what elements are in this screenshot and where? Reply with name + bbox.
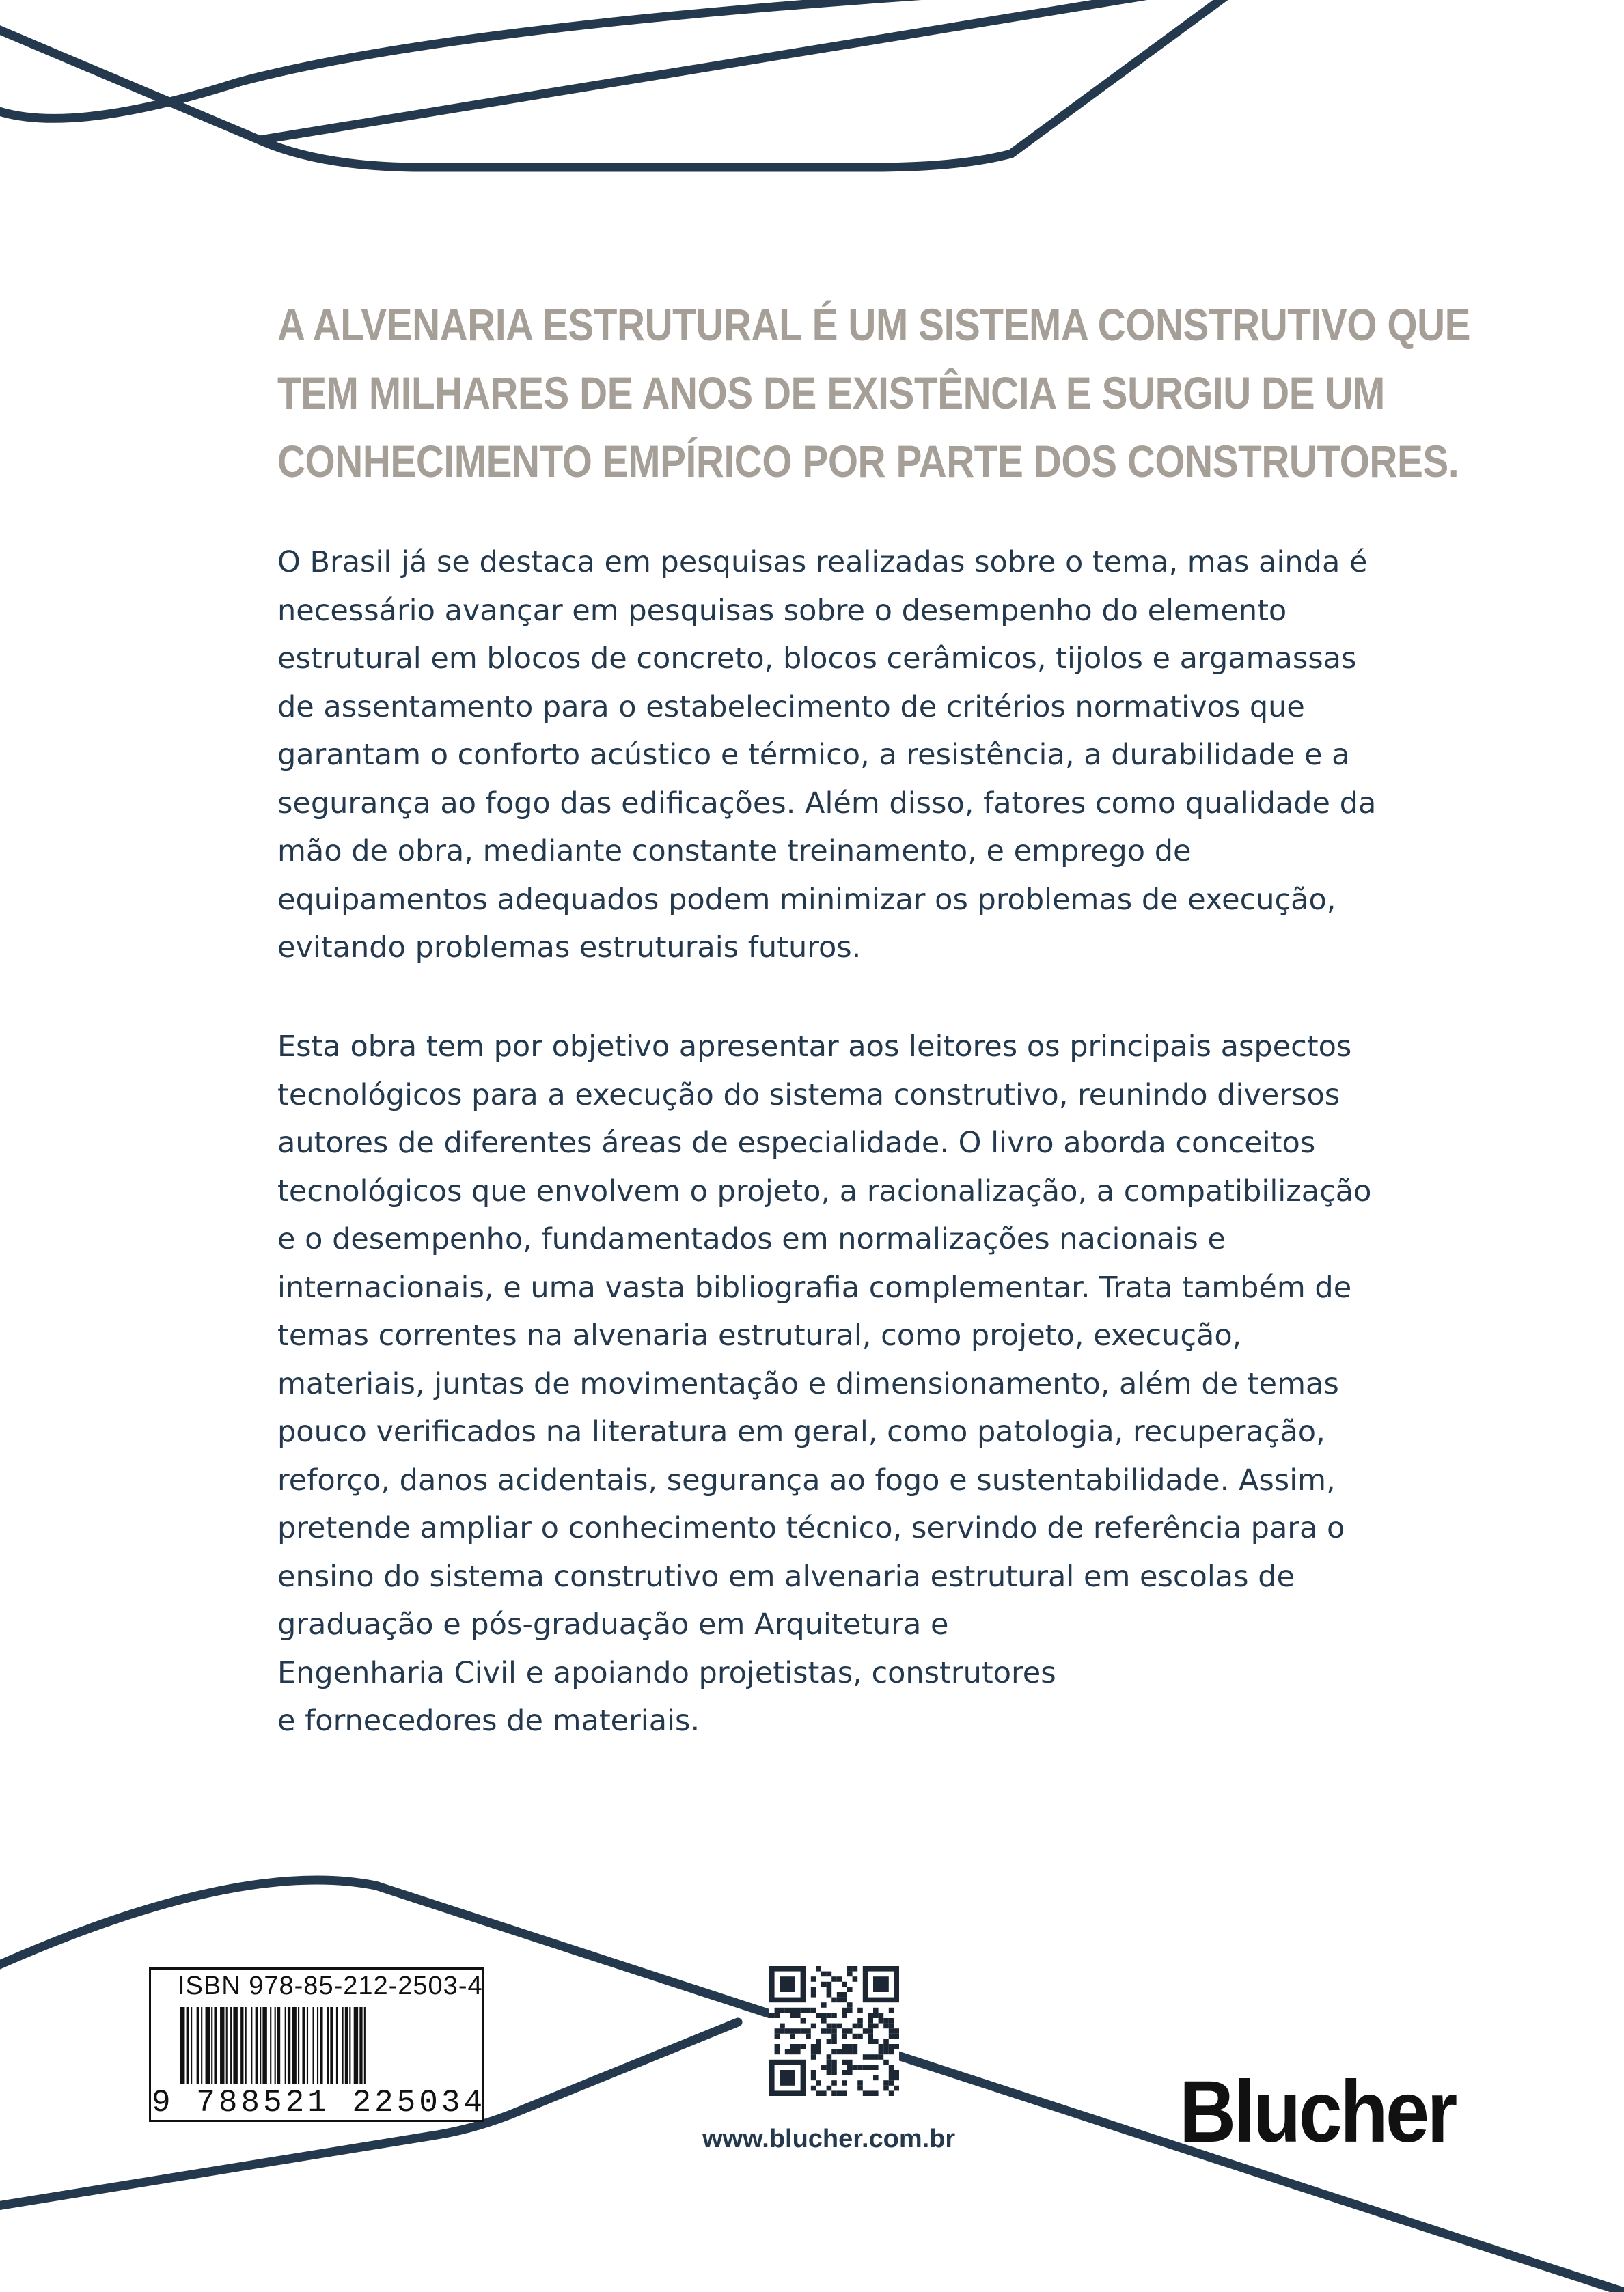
qr-module — [831, 1998, 837, 2003]
text-line: estrutural em blocos de concreto, blocos cerâmicos, tijolos e argamassas — [277, 641, 1357, 676]
qr-module — [842, 2013, 847, 2018]
qr-module — [821, 2018, 827, 2024]
qr-module — [842, 2034, 847, 2039]
qr-module — [857, 2065, 863, 2070]
qr-module — [821, 2090, 827, 2096]
qr-module — [831, 2028, 837, 2034]
qr-module — [853, 2044, 858, 2049]
qr-module — [816, 2044, 821, 2049]
qr-module — [837, 1998, 842, 2003]
qr-module — [857, 2034, 863, 2039]
text-line: O Brasil já se destaca em pesquisas realizadas sobre o tema, mas ainda é — [277, 545, 1368, 579]
barcode-bar — [307, 2007, 308, 2084]
qr-module — [811, 1992, 816, 1998]
qr-module — [842, 1992, 847, 1998]
qr-module — [873, 2008, 879, 2013]
qr-module — [775, 2044, 780, 2049]
qr-module — [847, 2065, 853, 2070]
qr-module — [868, 2028, 873, 2034]
qr-module — [785, 2008, 790, 2013]
barcode-bar — [201, 2007, 202, 2084]
qr-module — [821, 2065, 827, 2070]
qr-module — [889, 2080, 894, 2086]
barcode-bar — [359, 2007, 362, 2084]
text-line: reforço, danos acidentais, segurança ao fogo e sustentabilidade. Assim, — [277, 1463, 1336, 1497]
text-line: necessário avançar em pesquisas sobre o desempenho do elemento — [277, 593, 1287, 628]
barcode-bar — [336, 2007, 338, 2084]
text-line: tecnológicos para a execução do sistema construtivo, reunindo diversos — [277, 1077, 1340, 1112]
qr-module — [883, 2024, 889, 2029]
text-line: Engenharia Civil e apoiando projetistas, construtores — [277, 1655, 1056, 1690]
text-line: pouco verificados na literatura em geral, como patologia, recuperação, — [277, 1415, 1325, 1449]
qr-module — [853, 1976, 858, 1982]
qr-module — [790, 2008, 795, 2013]
barcode-bar — [245, 2007, 247, 2084]
qr-module — [894, 2028, 899, 2034]
text-line: evitando problemas estruturais futuros. — [277, 930, 862, 965]
qr-module — [889, 2008, 894, 2013]
qr-module — [879, 2044, 884, 2049]
qr-module — [827, 1982, 832, 1987]
qr-module — [857, 2024, 863, 2029]
qr-module — [889, 2075, 894, 2081]
qr-module — [883, 2086, 889, 2091]
qr-module — [811, 2024, 816, 2029]
qr-module — [842, 1998, 847, 2003]
text-line: materiais, juntas de movimentação e dimensionamento, além de temas — [277, 1366, 1339, 1401]
qr-module — [889, 2065, 894, 2070]
qr-module — [873, 2039, 879, 2044]
qr-module — [775, 2008, 780, 2013]
qr-module — [831, 2013, 837, 2018]
qr-module — [821, 2013, 827, 2018]
qr-module — [883, 2060, 889, 2065]
qr-module — [873, 2054, 879, 2060]
headline-line: TEM MILHARES DE ANOS DE EXISTÊNCIA E SURGIU DE UM — [277, 368, 1385, 418]
barcode-bar — [240, 2007, 243, 2084]
qr-module — [868, 2013, 873, 2018]
qr-module — [811, 1976, 816, 1982]
headline-line: CONHECIMENTO EMPÍRICO POR PARTE DOS CONSTRUTORES. — [277, 436, 1459, 486]
qr-module — [853, 1966, 858, 1972]
qr-module — [853, 2049, 858, 2055]
qr-module — [857, 2008, 863, 2013]
barcode-bar — [285, 2007, 286, 2084]
qr-module — [827, 2054, 832, 2060]
qr-module — [837, 1976, 842, 1982]
text-line: mão de obra, mediante constante treinamento, e emprego de — [277, 834, 1192, 868]
paragraph-intro — [277, 538, 1405, 972]
qr-module — [816, 2049, 821, 2055]
qr-module — [847, 2070, 853, 2075]
qr-module — [785, 2049, 790, 2055]
qr-module — [831, 1976, 837, 1982]
barcode-bar — [302, 2007, 305, 2084]
qr-module — [827, 2086, 832, 2091]
text-line: tecnológicos que envolvem o projeto, a racionalização, a compatibilização — [277, 1174, 1372, 1209]
barcode-bar — [277, 2007, 280, 2084]
barcode-bar — [226, 2007, 228, 2084]
text-line: autores de diferentes áreas de especialidade. O livro aborda conceitos — [277, 1126, 1316, 1160]
qr-module — [831, 2070, 837, 2075]
paragraph-objective — [277, 1023, 1405, 1745]
text-line: de assentamento para o estabelecimento de critérios normativos que — [277, 689, 1305, 724]
barcode-bar — [292, 2007, 296, 2084]
qr-module — [811, 2086, 816, 2091]
qr-module — [795, 2049, 801, 2055]
qr-module — [785, 2028, 790, 2034]
qr-code-icon — [769, 1966, 899, 2096]
qr-module — [868, 2018, 873, 2024]
qr-module — [831, 2060, 837, 2065]
qr-module — [790, 2044, 795, 2049]
qr-module — [801, 2008, 806, 2013]
qr-module — [827, 2065, 832, 2070]
qr-module — [853, 2065, 858, 2070]
qr-module — [889, 2090, 894, 2096]
qr-module — [827, 2060, 832, 2065]
qr-module — [857, 2018, 863, 2024]
qr-module — [847, 1987, 853, 1992]
qr-module — [842, 2070, 847, 2075]
qr-module — [873, 2090, 879, 2096]
qr-module — [806, 2008, 811, 2013]
qr-module — [879, 2018, 884, 2024]
qr-module — [816, 2039, 821, 2044]
qr-module — [769, 2013, 775, 2018]
qr-module — [795, 2028, 801, 2034]
qr-module — [837, 1992, 842, 1998]
qr-module — [842, 2028, 847, 2034]
barcode-bar — [349, 2007, 350, 2084]
qr-module — [837, 2090, 842, 2096]
qr-module — [894, 2044, 899, 2049]
text-line: equipamentos adequados podem minimizar os problemas de execução, — [277, 882, 1336, 917]
barcode-bar — [206, 2007, 210, 2084]
barcode-bar — [342, 2007, 344, 2084]
qr-module — [827, 2039, 832, 2044]
qr-module — [889, 2018, 894, 2024]
barcode-icon — [179, 2007, 466, 2084]
qr-module — [801, 2018, 806, 2024]
qr-module — [894, 2075, 899, 2081]
qr-module — [842, 2008, 847, 2013]
qr-module — [842, 2080, 847, 2086]
barcode-bar — [270, 2007, 271, 2084]
barcode-bar — [197, 2007, 199, 2084]
qr-module — [889, 2028, 894, 2034]
qr-module — [801, 2028, 806, 2034]
text-line: temas correntes na alvenaria estrutural, como projeto, execução, — [277, 1318, 1242, 1353]
qr-module — [827, 1972, 832, 1977]
barcode-bar — [233, 2007, 237, 2084]
qr-module — [811, 2044, 816, 2049]
qr-module — [790, 2049, 795, 2055]
qr-module — [811, 2075, 816, 2081]
qr-module — [811, 2008, 816, 2013]
qr-module — [847, 2044, 853, 2049]
qr-module — [790, 2034, 795, 2039]
website-url: www.blucher.com.br — [702, 2125, 956, 2153]
qr-module — [868, 2090, 873, 2096]
barcode-bar — [327, 2007, 329, 2084]
qr-module — [795, 2008, 801, 2013]
qr-module — [873, 2013, 879, 2018]
qr-module — [821, 1982, 827, 1987]
barcode-bar — [320, 2007, 322, 2084]
qr-module — [857, 2080, 863, 2086]
qr-module — [837, 2049, 842, 2055]
barcode-bar — [354, 2007, 358, 2084]
barcode-bar — [211, 2007, 212, 2084]
qr-module — [827, 1992, 832, 1998]
qr-module — [847, 2008, 853, 2013]
barcode-bar — [260, 2007, 261, 2084]
barcode-bar — [364, 2007, 366, 2084]
barcode-bar — [251, 2007, 252, 2084]
qr-module — [847, 2049, 853, 2055]
qr-module — [847, 2002, 853, 2008]
qr-module — [853, 2024, 858, 2029]
qr-module — [775, 2028, 780, 2034]
qr-module — [894, 2070, 899, 2075]
qr-module — [821, 2002, 827, 2008]
barcode-bar — [275, 2007, 276, 2084]
text-line: pretende ampliar o conhecimento técnico, servindo de referência para o — [277, 1511, 1345, 1545]
qr-module — [883, 2039, 889, 2044]
qr-module — [879, 2049, 884, 2055]
qr-module — [790, 2028, 795, 2034]
qr-module — [894, 2086, 899, 2091]
qr-module — [863, 2028, 868, 2034]
qr-module — [827, 1987, 832, 1992]
qr-module — [816, 1966, 821, 1972]
qr-module — [883, 2044, 889, 2049]
qr-module — [831, 2024, 837, 2029]
text-line: graduação e pós-graduação em Arquitetura e — [277, 1607, 949, 1642]
text-line: internacionais, e uma vasta bibliografia complementar. Trata também de — [277, 1270, 1352, 1305]
qr-module — [831, 2065, 837, 2070]
qr-module — [889, 2070, 894, 2075]
qr-module — [780, 2070, 795, 2086]
qr-module — [868, 2034, 873, 2039]
qr-module — [827, 2024, 832, 2029]
barcode-bar — [330, 2007, 333, 2084]
qr-module — [806, 2034, 811, 2039]
qr-module — [847, 1972, 853, 1977]
qr-module — [821, 2028, 827, 2034]
qr-module — [889, 2044, 894, 2049]
text-line: Esta obra tem por objetivo apresentar aos leitores os principais aspectos — [277, 1030, 1352, 1064]
text-line: e fornecedores de materiais. — [277, 1704, 700, 1738]
barcode-bar — [313, 2007, 314, 2084]
qr-module — [879, 2054, 884, 2060]
qr-module — [863, 2090, 868, 2096]
qr-module — [847, 1966, 853, 1972]
qr-module — [868, 2024, 873, 2029]
headline-line: A ALVENARIA ESTRUTURAL É UM SISTEMA CONSTRUTIVO QUE — [277, 299, 1471, 350]
text-line: ensino do sistema construtivo em alvenaria estrutural em escolas de — [277, 1559, 1295, 1594]
qr-module — [827, 2070, 832, 2075]
qr-module — [842, 2060, 847, 2065]
barcode-bar — [191, 2007, 192, 2084]
qr-module — [873, 1976, 889, 1992]
text-line: garantam o conforto acústico e térmico, a resistência, a durabilidade e a — [277, 738, 1350, 772]
qr-module — [795, 2013, 801, 2018]
text-line: e o desempenho, fundamentados em normalizações nacionais e — [277, 1222, 1226, 1256]
barcode-bar — [230, 2007, 232, 2084]
barcode-bar — [345, 2007, 348, 2084]
qr-module — [806, 2028, 811, 2034]
qr-module — [842, 2044, 847, 2049]
qr-module — [889, 2049, 894, 2055]
barcode-bar — [288, 2007, 290, 2084]
qr-module — [780, 2024, 785, 2029]
qr-module — [775, 2013, 780, 2018]
qr-module — [863, 2054, 868, 2060]
qr-module — [868, 2054, 873, 2060]
qr-module — [857, 2086, 863, 2091]
qr-module — [811, 1987, 816, 1992]
qr-module — [821, 1972, 827, 1977]
headline — [277, 290, 1471, 495]
qr-module — [837, 2024, 842, 2029]
qr-module — [883, 2018, 889, 2024]
qr-module — [883, 2049, 889, 2055]
isbn-label: ISBN 978-85-212-2503-4 — [178, 1972, 483, 2000]
qr-module — [873, 2075, 879, 2081]
qr-module — [873, 2065, 879, 2070]
barcode-bar — [187, 2007, 189, 2084]
qr-module — [816, 2090, 821, 2096]
qr-module — [873, 2024, 879, 2029]
barcode-bar — [214, 2007, 217, 2084]
qr-module — [775, 2049, 780, 2055]
qr-module — [831, 2090, 837, 2096]
qr-module — [831, 2049, 837, 2055]
qr-module — [795, 2044, 801, 2049]
qr-module — [853, 2034, 858, 2039]
barcode-bar — [298, 2007, 299, 2084]
qr-module — [894, 2034, 899, 2039]
qr-module — [790, 2013, 795, 2018]
qr-module — [775, 2034, 780, 2039]
qr-module — [842, 1982, 847, 1987]
qr-module — [827, 2028, 832, 2034]
qr-module — [842, 2090, 847, 2096]
qr-module — [883, 2080, 889, 2086]
qr-module — [831, 2034, 837, 2039]
barcode-bar — [220, 2007, 224, 2084]
qr-module — [868, 2039, 873, 2044]
qr-module — [831, 2080, 837, 2086]
qr-module — [842, 2049, 847, 2055]
qr-module — [811, 2049, 816, 2055]
qr-module — [827, 2013, 832, 2018]
qr-module — [780, 1976, 795, 1992]
qr-module — [811, 2070, 816, 2075]
isbn-ean-digits: 9 788521 225034 — [152, 2085, 486, 2121]
qr-module — [780, 2028, 785, 2034]
qr-module — [780, 2008, 785, 2013]
text-line: segurança ao fogo das edificações. Além disso, fatores como qualidade da — [277, 786, 1377, 820]
qr-module — [816, 2013, 821, 2018]
qr-module — [847, 2028, 853, 2034]
barcode-bar — [317, 2007, 318, 2084]
qr-module — [879, 2013, 884, 2018]
qr-module — [801, 2044, 806, 2049]
barcode-bar — [262, 2007, 266, 2084]
barcode-bar — [180, 2007, 184, 2084]
qr-module — [889, 2024, 894, 2029]
qr-module — [863, 2065, 868, 2070]
qr-module — [868, 2065, 873, 2070]
qr-module — [831, 2039, 837, 2044]
publisher-logo: Blucher — [1179, 2063, 1455, 2161]
qr-module — [811, 2054, 816, 2060]
qr-module — [889, 2034, 894, 2039]
barcode-bar — [256, 2007, 258, 2084]
qr-module — [847, 2060, 853, 2065]
qr-module — [816, 2080, 821, 2086]
